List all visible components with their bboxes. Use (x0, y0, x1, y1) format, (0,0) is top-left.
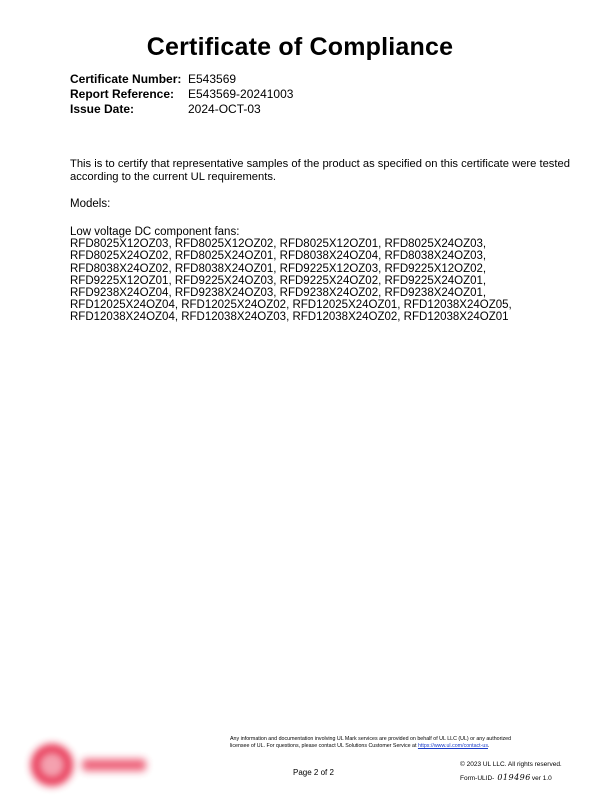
page-number: Page 2 of 2 (293, 768, 334, 777)
certificate-meta (70, 72, 293, 117)
models-label: Models: (70, 198, 111, 210)
meta-row-issue-date (70, 102, 293, 117)
form-id (460, 773, 552, 782)
page-title: Certificate of Compliance (146, 33, 454, 61)
footer-notice-line (230, 743, 560, 750)
footer-notice-text: . (488, 743, 490, 749)
model-line: RFD8025X24OZ02, RFD8025X24OZ01, RFD8038X24OZ04, RFD8038X24OZ03, (70, 250, 487, 263)
meta-value: 2024-OCT-03 (188, 102, 261, 116)
models-heading: Low voltage DC component fans: (70, 226, 240, 238)
model-line: RFD9225X12OZ01, RFD9225X24OZ03, RFD9225X24OZ02, RFD9225X24OZ01, (70, 274, 487, 287)
meta-value: E543569-20241003 (188, 87, 294, 101)
ul-solutions-logo-icon (28, 742, 158, 788)
meta-row-certificate-number (70, 72, 293, 87)
footer-notice-line: Any information and documentation involving UL Mark services are provided on behalf of UL LLC (UL) or any authorized (230, 736, 512, 742)
meta-value: E543569 (188, 72, 237, 86)
certification-statement: This is to certify that representative samples of the product as specified on this certificate were tested according to the current UL requirements. (70, 158, 570, 183)
model-line: RFD9238X24OZ04, RFD9238X24OZ03, RFD9238X24OZ02, RFD9238X24OZ01, (70, 287, 487, 300)
contact-link[interactable]: https://www.ul.com/contact-us (417, 743, 488, 749)
model-line: RFD8038X24OZ02, RFD8038X24OZ01, RFD9225X12OZ03, RFD9225X12OZ02, (70, 262, 487, 275)
models-list (70, 226, 580, 324)
model-line: RFD12025X24OZ04, RFD12025X24OZ02, RFD12025X24OZ01, RFD12038X24OZ05, (70, 299, 512, 312)
footer-notice (230, 736, 560, 750)
model-line: RFD8025X12OZ03, RFD8025X12OZ02, RFD8025X12OZ01, RFD8025X24OZ03, (70, 238, 487, 251)
meta-row-report-reference (70, 87, 293, 102)
footer-notice-text: licensee of UL. For questions, please contact UL Solutions Customer Service at (230, 743, 418, 749)
form-id-handwritten: 019496 (497, 773, 531, 782)
meta-label: Report Reference: (70, 87, 175, 101)
form-id-prefix: Form-ULID- (460, 775, 495, 782)
meta-label: Certificate Number: (70, 72, 182, 86)
form-id-suffix: ver 1.0 (531, 775, 552, 782)
model-line: RFD12038X24OZ04, RFD12038X24OZ03, RFD12038X24OZ02, RFD12038X24OZ01 (70, 311, 509, 324)
meta-label: Issue Date: (70, 102, 135, 116)
copyright: © 2023 UL LLC. All rights reserved. (460, 761, 562, 768)
